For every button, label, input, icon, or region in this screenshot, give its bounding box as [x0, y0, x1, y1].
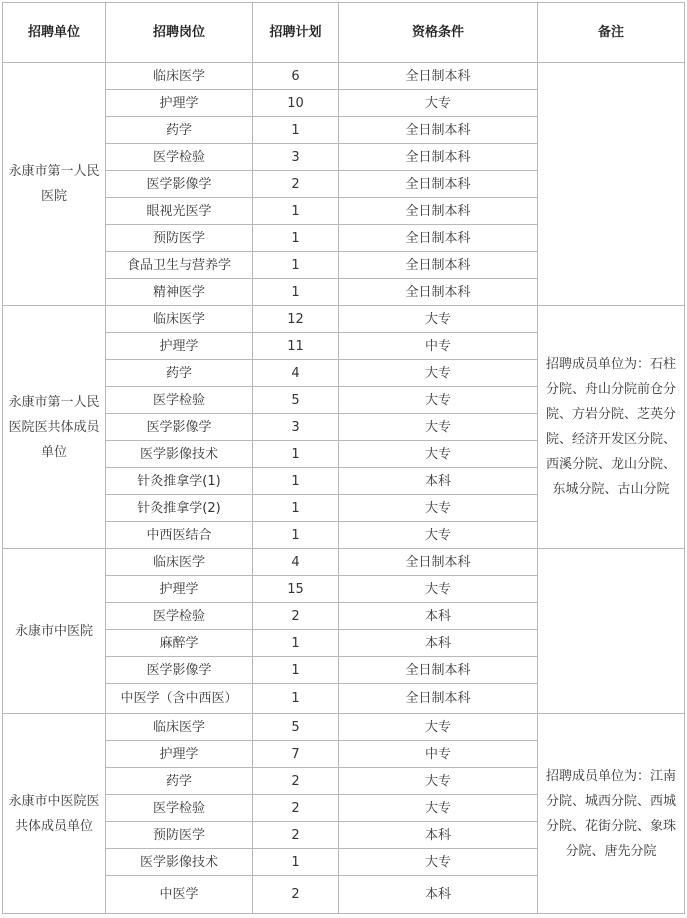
plan-cell: 4: [253, 360, 339, 387]
plan-cell: 10: [253, 90, 339, 117]
requirement-cell: 大专: [339, 522, 538, 549]
plan-cell: 1: [253, 684, 339, 714]
requirement-cell: 全日制本科: [339, 684, 538, 714]
plan-cell: 2: [253, 876, 339, 914]
plan-cell: 15: [253, 576, 339, 603]
table-row: [3, 549, 685, 576]
plan-cell: 1: [253, 630, 339, 657]
plan-cell: 2: [253, 171, 339, 198]
requirement-cell: 大专: [339, 795, 538, 822]
header-unit: 招聘单位: [3, 3, 106, 63]
requirement-cell: 大专: [339, 768, 538, 795]
post-cell: 针灸推拿学(2): [106, 495, 253, 522]
post-cell: 中西医结合: [106, 522, 253, 549]
requirement-cell: 本科: [339, 876, 538, 914]
requirement-cell: 大专: [339, 90, 538, 117]
plan-cell: 5: [253, 714, 339, 741]
requirement-cell: 本科: [339, 630, 538, 657]
plan-cell: 6: [253, 63, 339, 90]
requirement-cell: 全日制本科: [339, 117, 538, 144]
requirement-cell: 大专: [339, 441, 538, 468]
post-cell: 眼视光医学: [106, 198, 253, 225]
plan-cell: 2: [253, 768, 339, 795]
post-cell: 预防医学: [106, 225, 253, 252]
header-plan: 招聘计划: [253, 3, 339, 63]
post-cell: 医学检验: [106, 144, 253, 171]
post-cell: 针灸推拿学(1): [106, 468, 253, 495]
table-row: [3, 306, 685, 333]
header-row: [3, 3, 685, 63]
plan-cell: 12: [253, 306, 339, 333]
post-cell: 麻醉学: [106, 630, 253, 657]
requirement-cell: 大专: [339, 714, 538, 741]
requirement-cell: 大专: [339, 360, 538, 387]
plan-cell: 1: [253, 441, 339, 468]
post-cell: 食品卫生与营养学: [106, 252, 253, 279]
post-cell: 护理学: [106, 333, 253, 360]
table-row: [3, 714, 685, 741]
requirement-cell: 全日制本科: [339, 279, 538, 306]
requirement-cell: 大专: [339, 306, 538, 333]
requirement-cell: 本科: [339, 468, 538, 495]
plan-cell: 2: [253, 795, 339, 822]
post-cell: 医学影像技术: [106, 849, 253, 876]
plan-cell: 3: [253, 414, 339, 441]
requirement-cell: 全日制本科: [339, 252, 538, 279]
post-cell: 临床医学: [106, 549, 253, 576]
requirement-cell: 全日制本科: [339, 225, 538, 252]
post-cell: 临床医学: [106, 714, 253, 741]
plan-cell: 11: [253, 333, 339, 360]
post-cell: 医学检验: [106, 795, 253, 822]
plan-cell: 1: [253, 849, 339, 876]
header-requirement: 资格条件: [339, 3, 538, 63]
plan-cell: 4: [253, 549, 339, 576]
post-cell: 中医学（含中西医）: [106, 684, 253, 714]
plan-cell: 2: [253, 822, 339, 849]
requirement-cell: 中专: [339, 333, 538, 360]
plan-cell: 7: [253, 741, 339, 768]
requirement-cell: 全日制本科: [339, 198, 538, 225]
plan-cell: 1: [253, 279, 339, 306]
unit-cell: 永康市第一人民医院医共体成员单位: [3, 306, 106, 549]
unit-cell: 永康市中医院: [3, 549, 106, 714]
requirement-cell: 全日制本科: [339, 171, 538, 198]
requirement-cell: 全日制本科: [339, 63, 538, 90]
post-cell: 医学影像学: [106, 414, 253, 441]
plan-cell: 1: [253, 522, 339, 549]
post-cell: 预防医学: [106, 822, 253, 849]
post-cell: 护理学: [106, 576, 253, 603]
plan-cell: 1: [253, 495, 339, 522]
plan-cell: 1: [253, 225, 339, 252]
post-cell: 护理学: [106, 90, 253, 117]
plan-cell: 3: [253, 144, 339, 171]
recruitment-table: [2, 2, 685, 914]
requirement-cell: 中专: [339, 741, 538, 768]
requirement-cell: 全日制本科: [339, 144, 538, 171]
post-cell: 医学检验: [106, 387, 253, 414]
header-note: 备注: [538, 3, 685, 63]
unit-cell: 永康市第一人民医院: [3, 63, 106, 306]
plan-cell: 5: [253, 387, 339, 414]
post-cell: 医学影像学: [106, 657, 253, 684]
plan-cell: 1: [253, 657, 339, 684]
post-cell: 临床医学: [106, 63, 253, 90]
requirement-cell: 全日制本科: [339, 549, 538, 576]
note-cell: [538, 63, 685, 306]
table-body: [3, 63, 685, 914]
post-cell: 药学: [106, 768, 253, 795]
plan-cell: 2: [253, 603, 339, 630]
requirement-cell: 大专: [339, 849, 538, 876]
note-cell: 招聘成员单位为：江南分院、城西分院、西城分院、花街分院、象珠分院、唐先分院: [538, 714, 685, 914]
requirement-cell: 大专: [339, 495, 538, 522]
post-cell: 中医学: [106, 876, 253, 914]
header-post: 招聘岗位: [106, 3, 253, 63]
requirement-cell: 全日制本科: [339, 657, 538, 684]
plan-cell: 1: [253, 198, 339, 225]
table-row: [3, 63, 685, 90]
post-cell: 医学影像学: [106, 171, 253, 198]
unit-cell: 永康市中医院医共体成员单位: [3, 714, 106, 914]
post-cell: 药学: [106, 360, 253, 387]
plan-cell: 1: [253, 117, 339, 144]
post-cell: 临床医学: [106, 306, 253, 333]
plan-cell: 1: [253, 252, 339, 279]
requirement-cell: 大专: [339, 414, 538, 441]
post-cell: 医学检验: [106, 603, 253, 630]
post-cell: 精神医学: [106, 279, 253, 306]
note-cell: 招聘成员单位为：石柱分院、舟山分院前仓分院、方岩分院、芝英分院、经济开发区分院、西溪分院、龙山分院、东城分院、古山分院: [538, 306, 685, 549]
post-cell: 医学影像技术: [106, 441, 253, 468]
plan-cell: 1: [253, 468, 339, 495]
post-cell: 护理学: [106, 741, 253, 768]
post-cell: 药学: [106, 117, 253, 144]
note-cell: [538, 549, 685, 714]
requirement-cell: 本科: [339, 603, 538, 630]
requirement-cell: 本科: [339, 822, 538, 849]
requirement-cell: 大专: [339, 387, 538, 414]
requirement-cell: 大专: [339, 576, 538, 603]
